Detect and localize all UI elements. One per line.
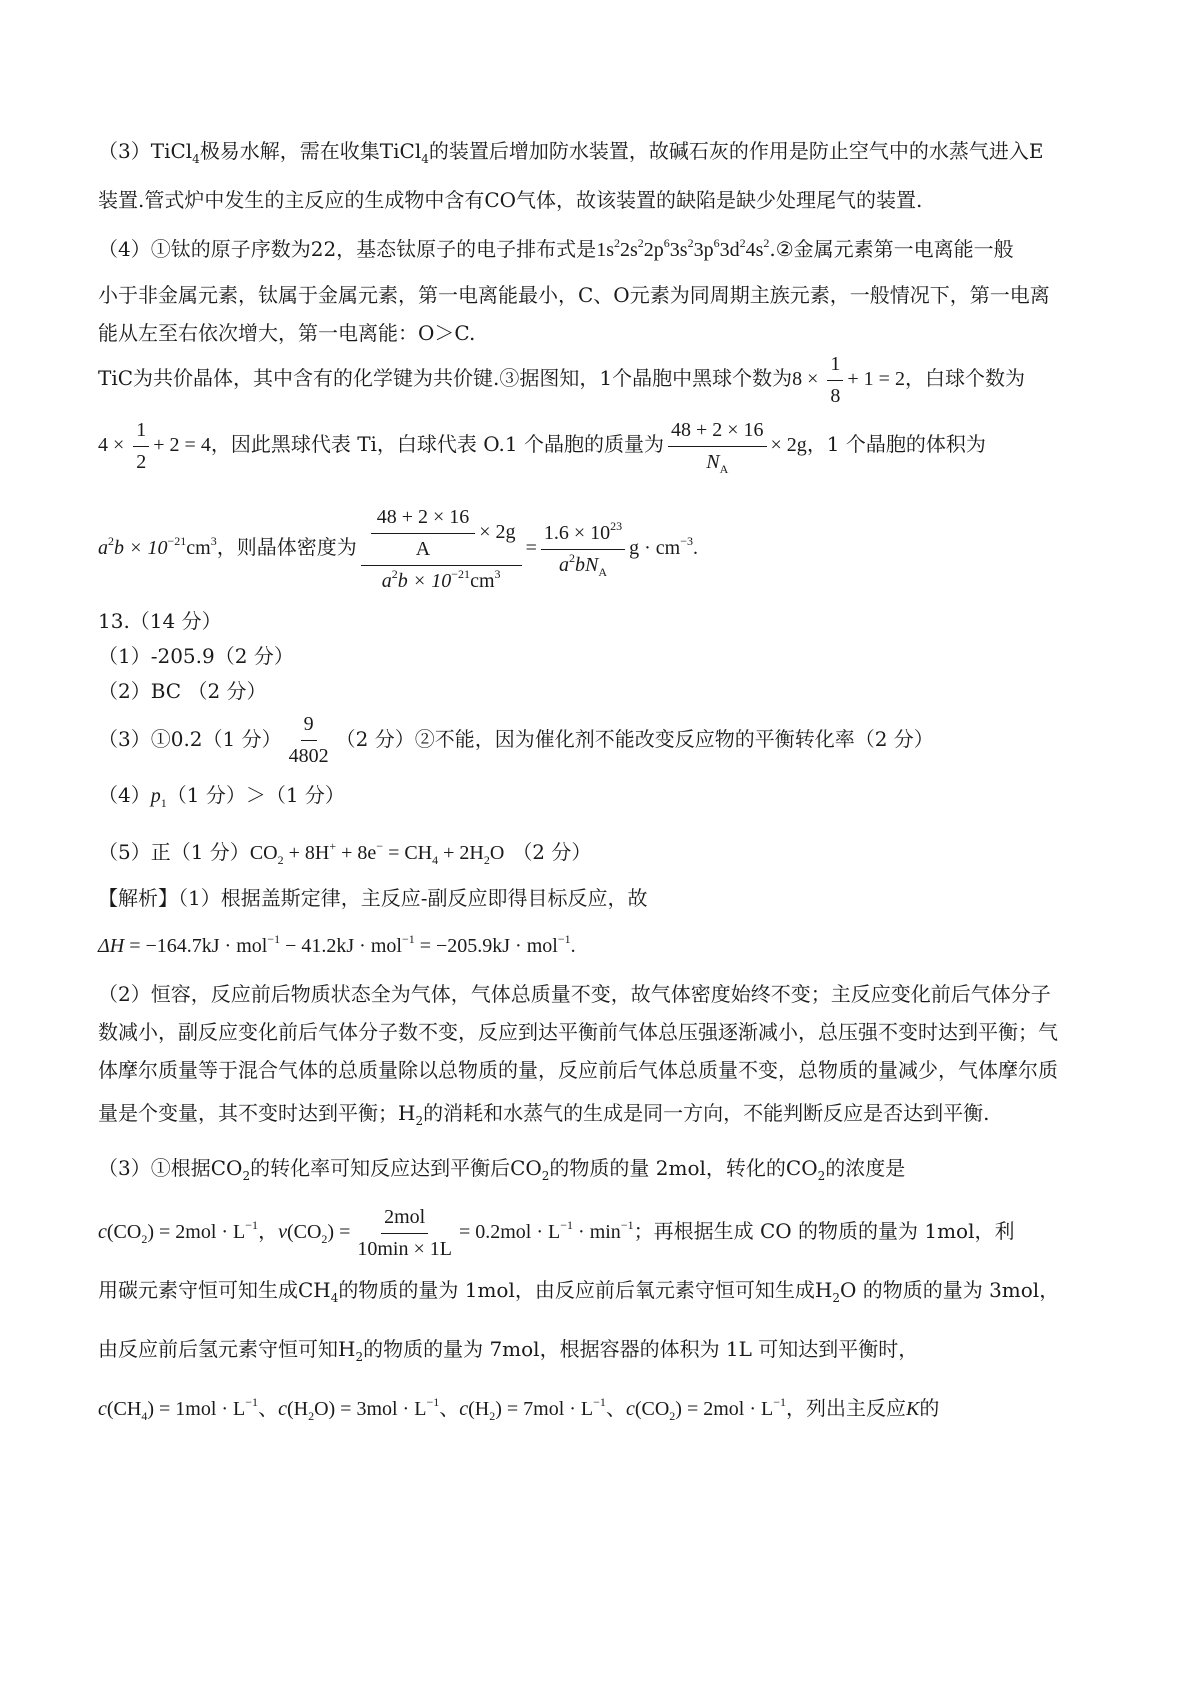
text: 极易水解，需在收集TiCl (199, 139, 422, 163)
text: 的消耗和水蒸气的生成是同一方向，不能判断反应是否达到平衡. (423, 1101, 990, 1125)
equilibrium-constant-symbol: K (906, 1398, 920, 1420)
text: 的物质的量为 7mol，根据容器的体积为 1L 可知达到平衡时， (363, 1337, 919, 1361)
pressure-symbol: $p_1$ (150, 785, 167, 810)
cell-mass-equation: $\frac{48 + 2 \times 16}{N_A}$ × 2g (664, 434, 807, 456)
text: 用碳元素守恒可知生成CH (98, 1278, 331, 1302)
q13-answer-4 (98, 780, 1108, 811)
text: ，白球个数为 (904, 366, 1025, 391)
rate-equation: $v(CO_2)$ = $\frac{\text{2mol}}{10\min \times 1L}$ = $0.2mol \cdot L^{-1} \cdot \min^{-1}$ (278, 1206, 634, 1260)
text: （4） (98, 783, 151, 807)
equilibrium-concentrations: $c(CO_2) = 2mol \cdot L^{-1}$ (625, 1395, 786, 1423)
text: 的浓度是 (825, 1156, 906, 1180)
subscript: 2 (355, 1350, 364, 1364)
text: （2 分） (512, 840, 592, 864)
answer-fraction: $\frac{9}{4802}$ (288, 713, 329, 767)
text: ， (258, 1219, 279, 1244)
analysis-p3-line-3 (98, 1275, 1108, 1305)
text: 的物质的量 2mol，转化的CO (549, 1156, 818, 1180)
analysis-line-2 (98, 930, 1108, 961)
enthalpy-equation: ΔH = −164.7kJ · mol$^{-1}$ − 41.2kJ · mol$^{-1}$ = −205.9kJ · mol$^{-1}$. (98, 932, 576, 957)
analysis-p3-line-5 (98, 1393, 1108, 1424)
text: （3）TiCl (98, 139, 193, 163)
cell-volume-expression: $a^2b \times 10^{-21}cm^3$ (98, 534, 217, 560)
subscript: 2 (541, 1169, 550, 1183)
text: 【解析】（1）根据盖斯定律，主反应-副反应即得目标反应，故 (98, 886, 648, 910)
text: （1）-205.9（2 分） (98, 644, 294, 668)
subscript: 4 (330, 1291, 339, 1305)
analysis-p3-line-2 (98, 1205, 1108, 1262)
text: ，则晶体密度为 (216, 535, 357, 560)
text: O 的物质的量为 3mol， (839, 1278, 1060, 1302)
analysis-p3-line-1 (98, 1153, 1108, 1183)
q13-answer-1 (98, 641, 1108, 671)
text: （5）正（1 分） (98, 840, 250, 864)
analysis-p2-line-2 (98, 1017, 1108, 1047)
subscript: 2 (832, 1291, 840, 1305)
text: 数减小，副反应变化前后气体分子数不变，反应到达平衡前气体总压强逐渐减小，总压强不变时达到平衡；气 (98, 1020, 1058, 1044)
text: （3）①0.2（1 分） (98, 727, 282, 751)
analysis-p3-line-4 (98, 1334, 1108, 1364)
subscript: 2 (817, 1169, 826, 1183)
subscript: 2 (242, 1169, 251, 1183)
text: 量是个变量，其不变时达到平衡；H (98, 1101, 416, 1125)
text: ；再根据生成 CO 的物质的量为 1mol，利 (633, 1219, 1015, 1244)
concentration-rate-equation: $c(CO_2) = 2mol \cdot L^{-1}$ (98, 1218, 259, 1247)
equilibrium-concentrations: $c(H_2O) = 3mol \cdot L^{-1}$ (278, 1395, 440, 1423)
text: （2）BC （2 分） (98, 679, 267, 703)
text: .②金属元素第一电离能一般 (769, 237, 1014, 261)
analysis-p2-line-4 (98, 1098, 1108, 1128)
p3-line-2 (98, 185, 1108, 215)
text: 体摩尔质量等于混合气体的总质量除以总物质的量，反应前后气体总质量不变，总物质的量减少，气体摩尔质 (98, 1058, 1058, 1082)
subscript: 2 (415, 1114, 424, 1128)
text: 、 (258, 1396, 279, 1420)
text: （2）恒容，反应前后物质状态全为气体，气体总质量不变，故气体密度始终不变；主反应变化前后气体分子 (98, 982, 1051, 1006)
equilibrium-concentrations: $c(H_2) = 7mol \cdot L^{-1}$ (459, 1395, 606, 1423)
text: ，因此黑球代表 Ti，白球代表 O.1 个晶胞的质量为 (210, 432, 664, 457)
text: （2 分）②不能，因为催化剂不能改变反应物的平衡转化率（2 分） (335, 727, 934, 751)
text: （1 分）＞（1 分） (166, 783, 345, 807)
q13-title (98, 606, 1108, 636)
text: 的 (919, 1396, 940, 1420)
text: 13.（14 分） (98, 609, 222, 633)
black-ball-equation: 8 × $\frac{1}{8}$ + 1 = 2 (792, 353, 905, 407)
p4-line-5 (98, 418, 1108, 475)
text: （3）①根据CO (98, 1156, 243, 1180)
p4-line-6 (98, 505, 1108, 594)
analysis-p2-line-1 (98, 979, 1108, 1009)
text: 小于非金属元素，钛属于金属元素，第一电离能最小，C、O元素为同周期主族元素，一般情况下，第一电离 (98, 283, 1050, 307)
text: 由反应前后氢元素守恒可知H (98, 1337, 356, 1361)
text: 能从左至右依次增大，第一电离能：O＞C. (98, 321, 476, 345)
subscript: 4 (421, 152, 429, 166)
text: 的装置后增加防水装置，故碱石灰的作用是防止空气中的水蒸气进入E (428, 139, 1044, 163)
equilibrium-concentrations: $c(CH_4) = 1mol \cdot L^{-1}$ (98, 1395, 259, 1423)
q13-answer-3 (98, 712, 1108, 769)
p4-line-3 (98, 318, 1108, 348)
subscript: 4 (192, 152, 200, 166)
p3-line-1 (98, 136, 1108, 166)
p4-line-1 (98, 234, 1108, 265)
text: 装置.管式炉中发生的主反应的生成物中含有CO气体，故该装置的缺陷是缺少处理尾气的装置. (98, 188, 923, 212)
text: （4）①钛的原子序数为22，基态钛原子的电子排布式是 (98, 237, 597, 261)
analysis-p2-line-3 (98, 1055, 1108, 1085)
text: 的物质的量为 1mol，由反应前后氧元素守恒可知生成H (338, 1278, 833, 1302)
density-equation: $\frac{48 + 2 \times 16}{A}$ × 2g $a^2b \times 10^{-21}cm^3$ = $\frac{1.6 \times 10^{23}}{a^2bN_A}$ $g \cdot cm^{-3}$. (357, 537, 698, 559)
text: 的转化率可知反应达到平衡后CO (250, 1156, 542, 1180)
text: TiC为共价晶体，其中含有的化学键为共价键.③据图知，1个晶胞中黑球个数为 (98, 366, 793, 391)
text: 、 (439, 1396, 460, 1420)
electron-config: $1s^22s^22p^63s^23p^63d^24s^2$ (596, 236, 770, 261)
q13-answer-2 (98, 676, 1108, 706)
text: ，列出主反应 (786, 1396, 906, 1420)
analysis-line-1 (98, 883, 1108, 913)
white-ball-equation: 4 × $\frac{1}{2}$ + 2 = 4 (98, 419, 211, 473)
p4-line-2 (98, 280, 1108, 310)
text: ，1 个晶胞的体积为 (806, 432, 986, 457)
q13-answer-5 (98, 837, 1108, 868)
text: 、 (605, 1396, 626, 1420)
p4-line-4 (98, 352, 1108, 409)
electrode-equation: $CO_2 + 8H^+ + 8e^- = CH_4 + 2H_2O$ (249, 839, 505, 867)
